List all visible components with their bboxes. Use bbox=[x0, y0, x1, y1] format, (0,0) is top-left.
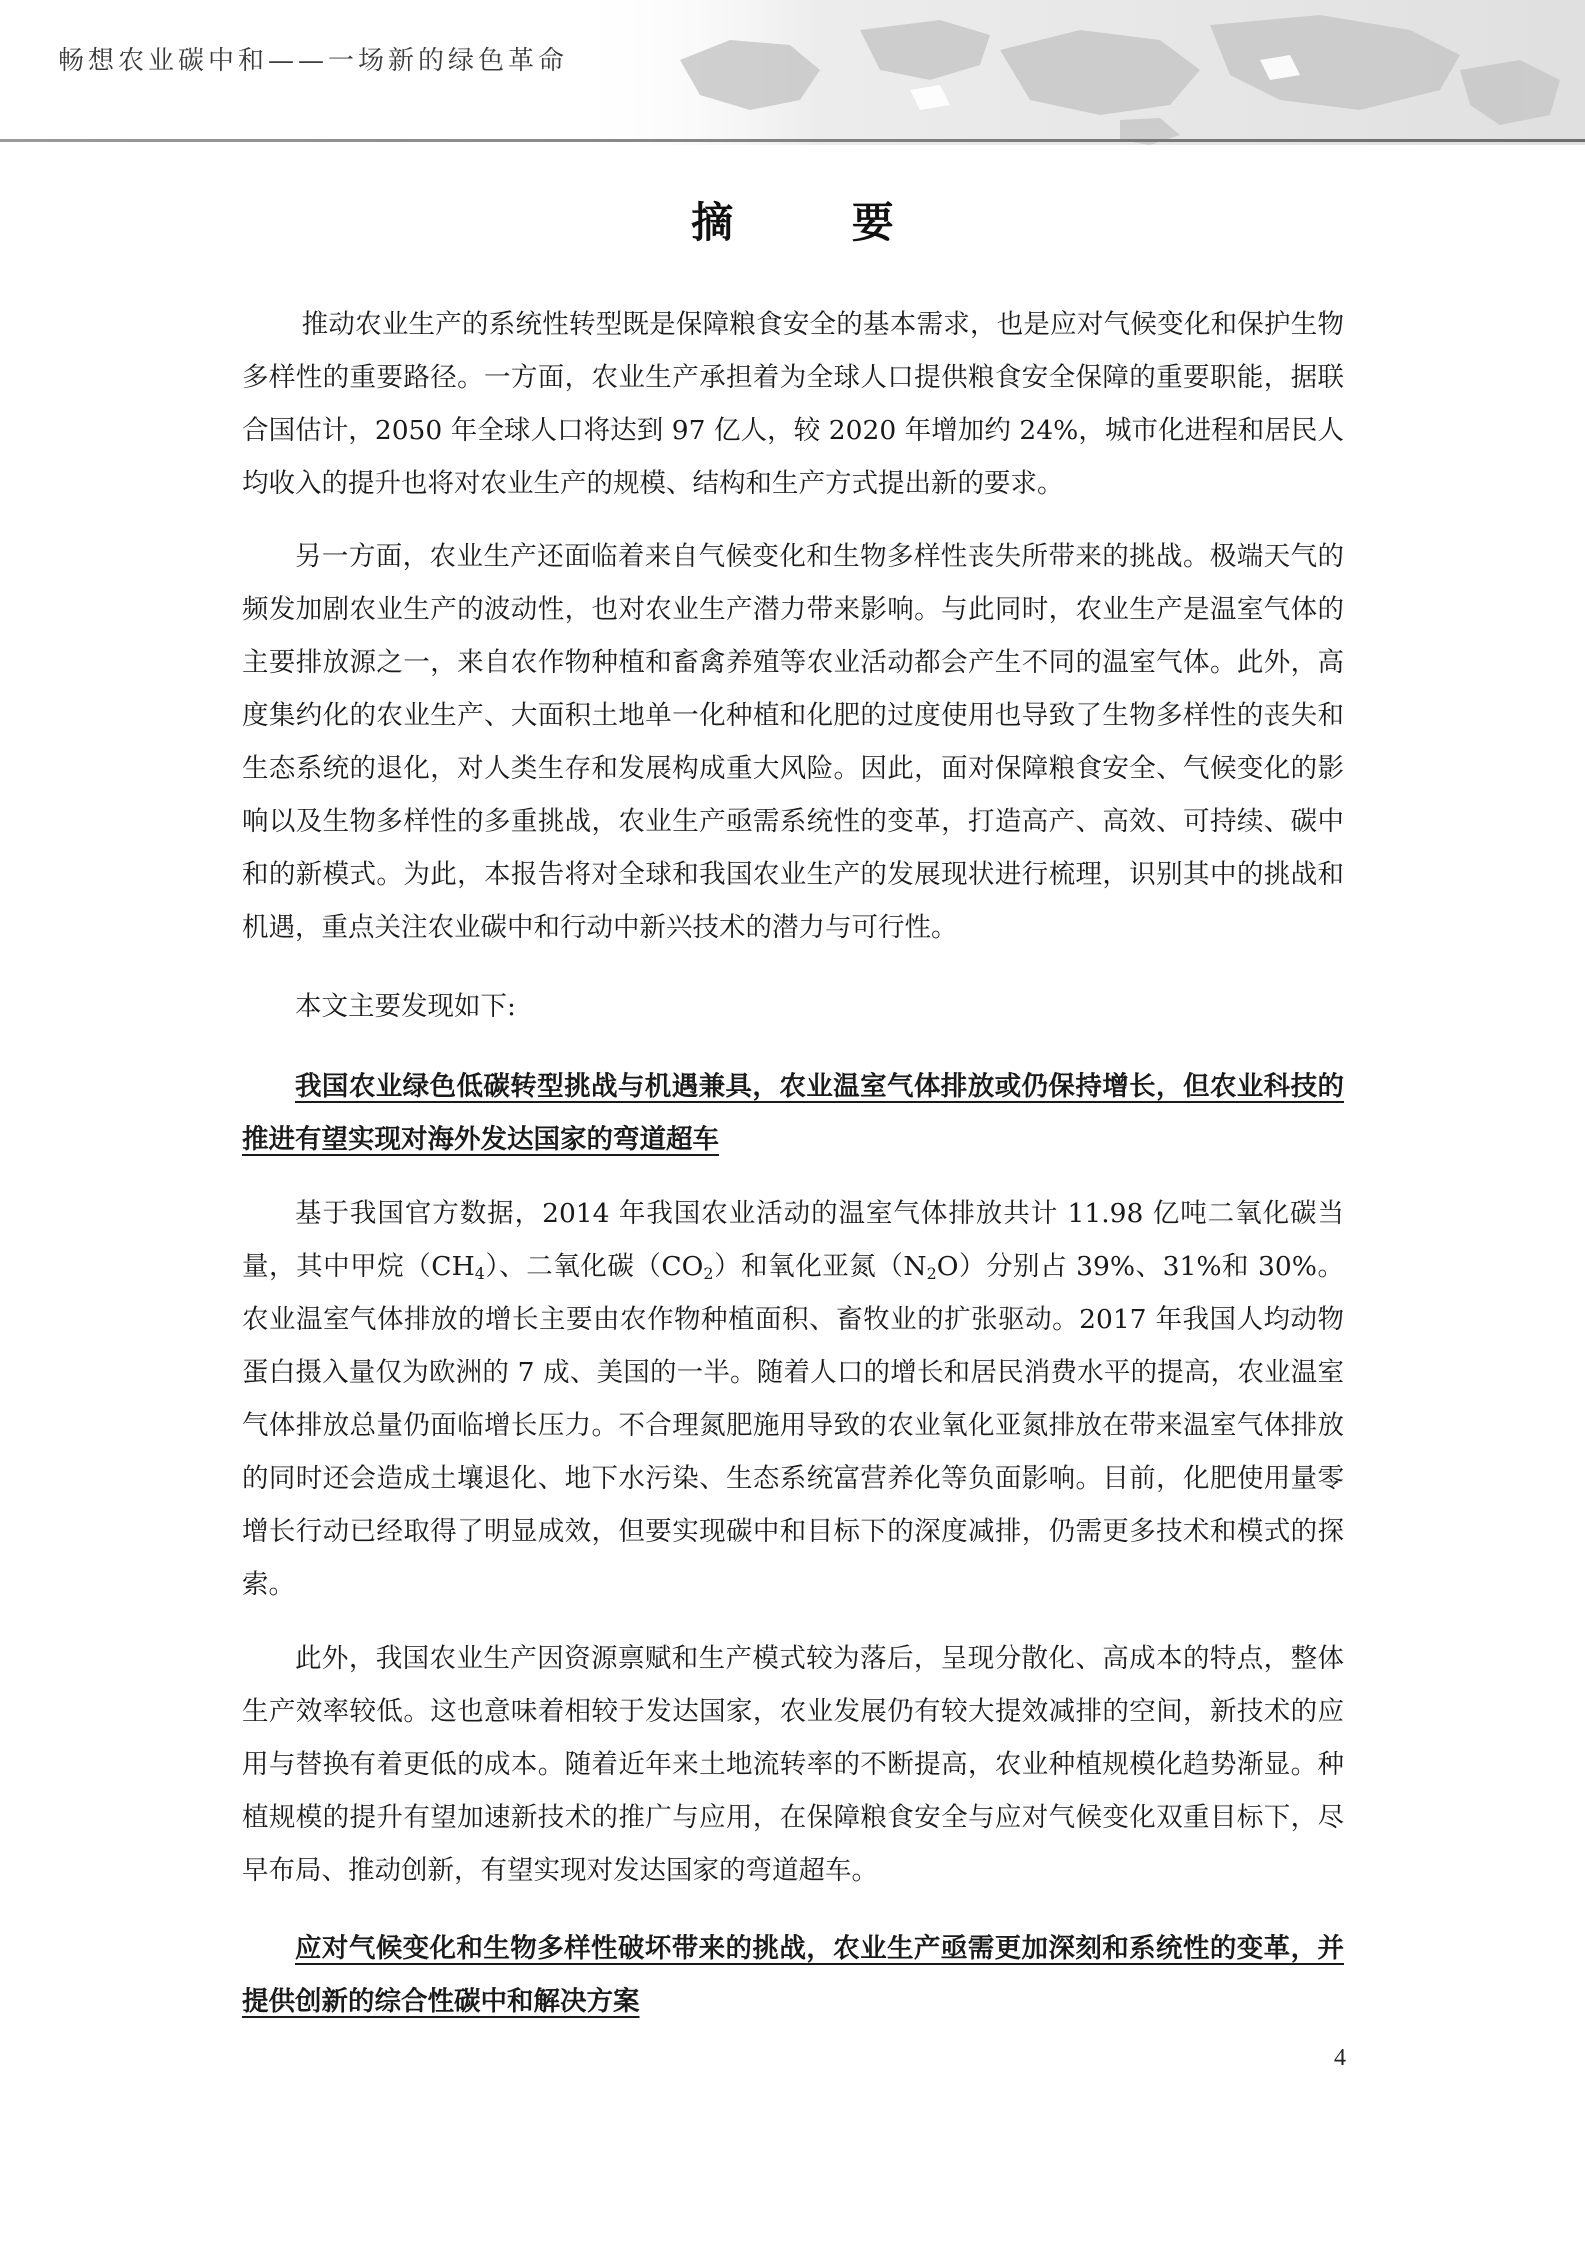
paragraph-2: 另一方面，农业生产还面临着来自气候变化和生物多样性丧失所带来的挑战。极端天气的频发加剧农业生产的波动性，也对农业生产潜力带来影响。与此同时，农业生产是温室气体的主要排放源之一，来自农作物种植和畜禽养殖等农业活动都会产生不同的温室气体。此外，高度集约化的农业生产、大面积土地单一化种植和化肥的过度使用也导致了生物多样性的丧失和生态系统的退化，对人类生存和发展构成重大风险。因此，面对保障粮食安全、气候变化的影响以及生物多样性的多重挑战，农业生产亟需系统性的变革，打造高产、高效、可持续、碳中和的新模式。为此，本报告将对全球和我国农业生产的发展现状进行梳理，识别其中的挑战和机遇，重点关注农业碳中和行动中新兴技术的潜力与可行性。 bbox=[242, 541, 1344, 943]
page-number: 4 bbox=[1334, 2045, 1346, 2071]
page-title: 摘 要 bbox=[691, 198, 946, 247]
paragraph-5: 此外，我国农业生产因资源禀赋和生产模式较为落后，呈现分散化、高成本的特点，整体生产效率较低。这也意味着相较于发达国家，农业发展仍有较大提效减排的空间，新技术的应用与替换有着更低的成本。随着近年来土地流转率的不断提高，农业种植规模化趋势渐显。种植规模的提升有望加速新技术的推广与应用，在保障粮食安全与应对气候变化双重目标下，尽早布局、推动创新，有望实现对发达国家的弯道超车。 bbox=[242, 1643, 1344, 1886]
paragraph-3: 本文主要发现如下: bbox=[295, 991, 516, 1022]
body-section-1 bbox=[242, 298, 1344, 510]
body-section-5 bbox=[242, 1632, 1344, 1897]
key-finding-1 bbox=[242, 1060, 1344, 1166]
body-section-4 bbox=[242, 1187, 1344, 1611]
key-finding-2-text: 应对气候变化和生物多样性破坏带来的挑战，农业生产亟需更加深刻和系统性的变革，并提供创新的综合性碳中和解决方案 bbox=[242, 1933, 1344, 2017]
body-section-2 bbox=[242, 530, 1344, 954]
world-map-watermark bbox=[560, 0, 1585, 145]
paragraph-1: 推动农业生产的系统性转型既是保障粮食安全的基本需求，也是应对气候变化和保护生物多样性的重要路径。一方面，农业生产承担着为全球人口提供粮食安全保障的重要职能，据联合国估计，2050 年全球人口将达到 97 亿人，较 2020 年增加约 24%，城市化进程和居民人均收入的提升也将对农业生产的规模、结构和生产方式提出新的要求。 bbox=[242, 309, 1344, 499]
header-divider bbox=[0, 139, 1585, 142]
key-finding-1-text: 我国农业绿色低碳转型挑战与机遇兼具，农业温室气体排放或仍保持增长，但农业科技的推进有望实现对海外发达国家的弯道超车 bbox=[242, 1071, 1344, 1155]
key-finding-2 bbox=[242, 1922, 1344, 2028]
running-header-title: 畅想农业碳中和——一场新的绿色革命 bbox=[58, 46, 569, 76]
page-header bbox=[0, 0, 1585, 145]
body-section-3 bbox=[242, 980, 1344, 1033]
paragraph-4: 基于我国官方数据，2014 年我国农业活动的温室气体排放共计 11.98 亿吨二氧化碳当量，其中甲烷$(CH_4)$、二氧化碳$(CO_2)$和氧化亚氮$(N_2O)$分别占 39%、31%和 30%。农业温室气体排放的增长主要由农作物种植面积、畜牧业的扩张驱动。2017 年我国人均动物蛋白摄入量仅为欧洲的 7 成、美国的一半。随着人口的增长和居民消费水平的提高，农业温室气体排放总量仍面临增长压力。不合理氮肥施用导致的农业氧化亚氮排放在带来温室气体排放的同时还会造成土壤退化、地下水污染、生态系统富营养化等负面影响。目前，化肥使用量零增长行动已经取得了明显成效，但要实现碳中和目标下的深度减排，仍需更多技术和模式的探索。 bbox=[242, 1198, 1344, 1600]
